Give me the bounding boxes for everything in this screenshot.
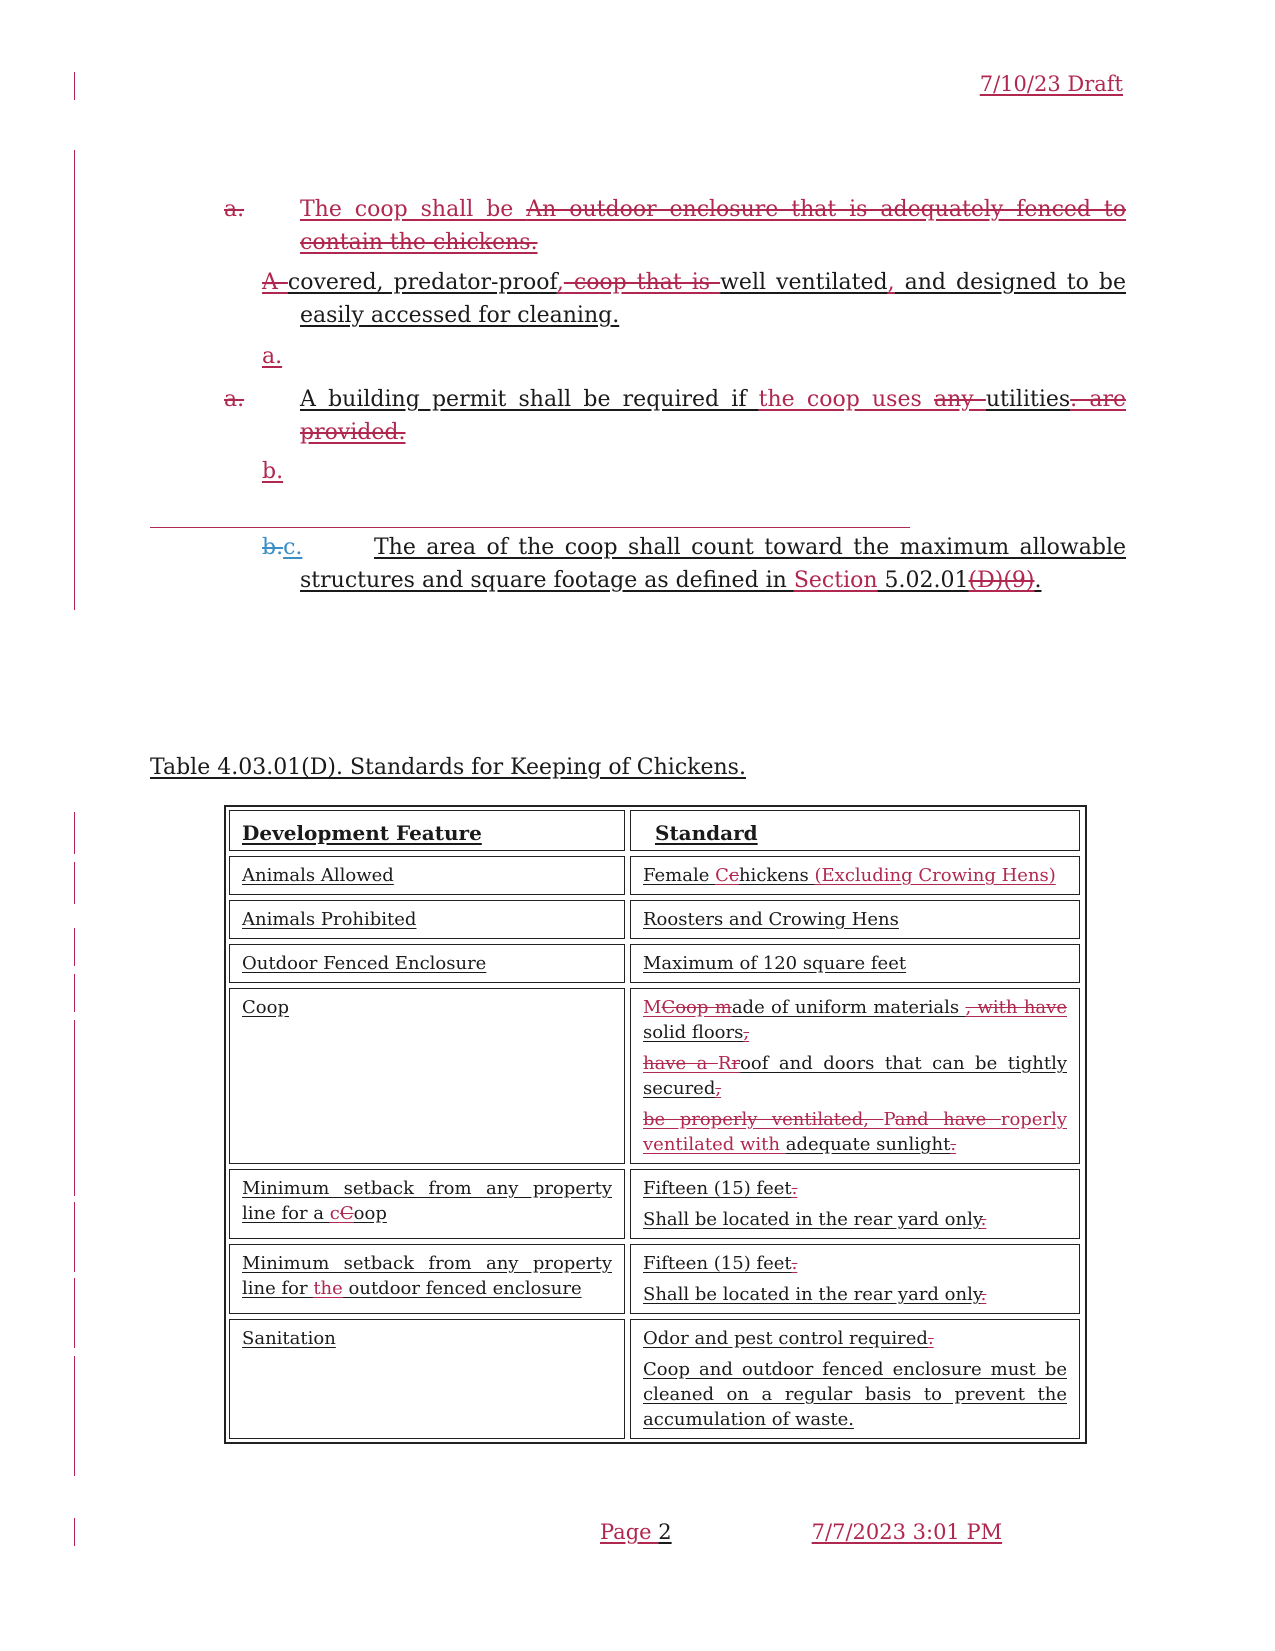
draft-header: [980, 72, 1123, 96]
footer-timestamp: 7/7/2023 3:01 PM: [811, 1520, 1003, 1544]
change-bar: [74, 1518, 75, 1546]
paragraph-coop-area: [262, 531, 1126, 597]
standards-table: [224, 805, 1087, 1444]
body-text: outdoor fenced enclosure: [342, 1278, 582, 1299]
feature-text: Outdoor Fenced Enclosure: [242, 953, 487, 974]
table-header-row: [229, 810, 1082, 851]
body-text: oop: [353, 1203, 387, 1224]
change-bar: [74, 928, 75, 966]
table-row: [229, 1319, 1082, 1439]
deleted-text: and have: [894, 1109, 1001, 1130]
standard-line: [643, 1326, 1067, 1351]
page-number: 2: [658, 1520, 672, 1544]
deleted-text: r: [731, 1053, 741, 1074]
list-number: a.: [224, 197, 245, 222]
table-row: [229, 856, 1082, 895]
inserted-text: the coop uses: [758, 387, 934, 412]
body-text: and designed to be easily accessed for cleaning.: [300, 270, 1126, 328]
inserted-text: R: [717, 1053, 732, 1074]
body-text: Coop and outdoor fenced enclosure must be cleaned on a regular basis to prevent the accumulation of waste.: [643, 1359, 1067, 1430]
section-separator: [150, 527, 910, 528]
feature-cell: [229, 900, 625, 939]
caption-text: Table 4.03.01(D). Standards for Keeping of Chickens.: [150, 755, 746, 780]
feature-cell: [229, 988, 625, 1164]
body-text: The area of the coop shall count toward the maximum allowable structures and square footage as defined in: [300, 535, 1126, 593]
standard-line: [643, 1282, 1067, 1307]
deleted-text: any: [933, 387, 986, 412]
standard-cell: [630, 900, 1080, 939]
inserted-text: ,: [556, 270, 564, 295]
deleted-text: ,: [715, 1078, 722, 1099]
list-number: b.: [262, 459, 284, 484]
feature-cell: [229, 1169, 625, 1239]
inserted-text: c: [329, 1203, 340, 1224]
deleted-text: , with have: [965, 997, 1067, 1018]
deleted-text: .: [980, 1209, 987, 1230]
paragraph-coop-shall-be: [224, 193, 1127, 259]
change-bar: [74, 1020, 75, 1196]
feature-text: Coop: [242, 997, 289, 1018]
page-footer: [600, 1520, 1002, 1544]
deleted-text: have a: [643, 1053, 718, 1074]
change-bar: [74, 1202, 75, 1272]
body-text: Shall be located in the rear yard only: [643, 1209, 981, 1230]
change-bar: [74, 72, 75, 100]
table-caption: [150, 755, 746, 780]
deleted-text: c: [728, 865, 739, 886]
inserted-text: P: [883, 1109, 895, 1130]
standard-text: Roosters and Crowing Hens: [643, 909, 899, 930]
feature-text: Animals Prohibited: [242, 909, 417, 930]
standard-cell: [630, 988, 1080, 1164]
list-number-wrapper: [262, 531, 374, 564]
change-bar: [74, 812, 75, 854]
deleted-text: Coop m: [661, 997, 732, 1018]
standard-cell: [630, 1319, 1080, 1439]
table-row: [229, 900, 1082, 939]
feature-cell: [229, 944, 625, 983]
inserted-text: ,: [887, 270, 895, 295]
body-text: 5.02.01: [877, 568, 969, 593]
inserted-text: (Excluding Crowing Hens): [814, 865, 1056, 886]
inserted-text: Section: [793, 568, 878, 593]
body-text: hickens: [738, 865, 815, 886]
standard-line: [643, 995, 1067, 1045]
deleted-text: be properly ventilated,: [643, 1109, 884, 1130]
standard-cell: [630, 1169, 1080, 1239]
body-text: ade of uniform materials: [731, 997, 966, 1018]
standard-line: [643, 1251, 1067, 1276]
empty-list-item: [262, 455, 1126, 488]
standard-line: [643, 1107, 1067, 1157]
body-text: Female: [643, 865, 716, 886]
inserted-text: The coop shall be: [300, 197, 527, 222]
body-text: Minimum setback from any property line for a: [242, 1178, 612, 1224]
body-text: Fifteen (15) feet: [643, 1253, 792, 1274]
body-text: Fifteen (15) feet: [643, 1178, 792, 1199]
table-row: [229, 1244, 1082, 1314]
inserted-text: C: [715, 865, 729, 886]
body-text: covered, predator-proof: [287, 270, 557, 295]
feature-cell: [229, 1244, 625, 1314]
change-bar: [74, 1356, 75, 1476]
table-row: [229, 988, 1082, 1164]
deleted-text: A: [262, 270, 288, 295]
body-text: A building permit shall be required if: [300, 387, 759, 412]
standard-line: [643, 1207, 1067, 1232]
body-text: oof and doors that can be tightly secured: [643, 1053, 1067, 1099]
header-text: Standard: [655, 821, 758, 845]
column-header-feature: [229, 810, 625, 851]
table-row: [229, 944, 1082, 983]
body-text: adequate sunlight: [785, 1134, 951, 1155]
standard-cell: [630, 944, 1080, 983]
column-header-standard: [630, 810, 1080, 851]
body-text: well ventilated: [720, 270, 888, 295]
deleted-text: An outdoor enclosure that is adequately fenced to contain the chickens.: [300, 197, 1127, 255]
feature-text: Sanitation: [242, 1328, 336, 1349]
deleted-text: .: [950, 1134, 957, 1155]
inserted-text: roperly ventilated with: [643, 1109, 1067, 1155]
deleted-text: . are provided.: [300, 387, 1127, 445]
body-text: Minimum setback from any property line for: [242, 1253, 612, 1299]
deleted-text: coop that is: [563, 270, 721, 295]
change-bar: [74, 974, 75, 1012]
standard-cell: [630, 1244, 1080, 1314]
deleted-text: .: [791, 1253, 798, 1274]
feature-cell: [229, 1319, 625, 1439]
list-number: a.: [224, 387, 245, 412]
body-text: Shall be located in the rear yard only: [643, 1284, 981, 1305]
change-bar: [74, 1278, 75, 1348]
header-text: Development Feature: [242, 821, 482, 845]
standard-line: [643, 1051, 1067, 1101]
draft-label: 7/10/23 Draft: [979, 72, 1123, 96]
deleted-text: .: [927, 1328, 934, 1349]
standard-text: Maximum of 120 square feet: [643, 953, 907, 974]
body-text: solid floors: [643, 1022, 744, 1043]
body-text: Odor and pest control required: [643, 1328, 928, 1349]
deleted-text: ,: [743, 1022, 750, 1043]
page-label: Page: [600, 1520, 659, 1544]
deleted-text: C: [339, 1203, 354, 1224]
standard-line: [643, 1357, 1067, 1432]
standard-cell: [630, 856, 1080, 895]
body-text: utilities: [985, 387, 1071, 412]
feature-text: Animals Allowed: [242, 865, 394, 886]
new-number: c.: [283, 535, 303, 560]
change-bar: [74, 150, 75, 610]
table-row: [229, 1169, 1082, 1239]
body-text: .: [1034, 568, 1042, 593]
paragraph-building-permit: [224, 383, 1127, 449]
inserted-text: the: [313, 1278, 343, 1299]
empty-list-item: [262, 340, 1126, 373]
footer-tab-gap: [672, 1520, 812, 1544]
deleted-text: .: [980, 1284, 987, 1305]
paragraph-covered-predator-proof: [262, 266, 1126, 332]
standard-line: [643, 1176, 1067, 1201]
change-bar: [74, 862, 75, 904]
inserted-text: M: [643, 997, 662, 1018]
deleted-text: .: [791, 1178, 798, 1199]
list-number: a.: [262, 344, 283, 369]
deleted-text: (D)(9): [968, 568, 1035, 593]
feature-cell: [229, 856, 625, 895]
moved-number: b.: [262, 535, 284, 560]
